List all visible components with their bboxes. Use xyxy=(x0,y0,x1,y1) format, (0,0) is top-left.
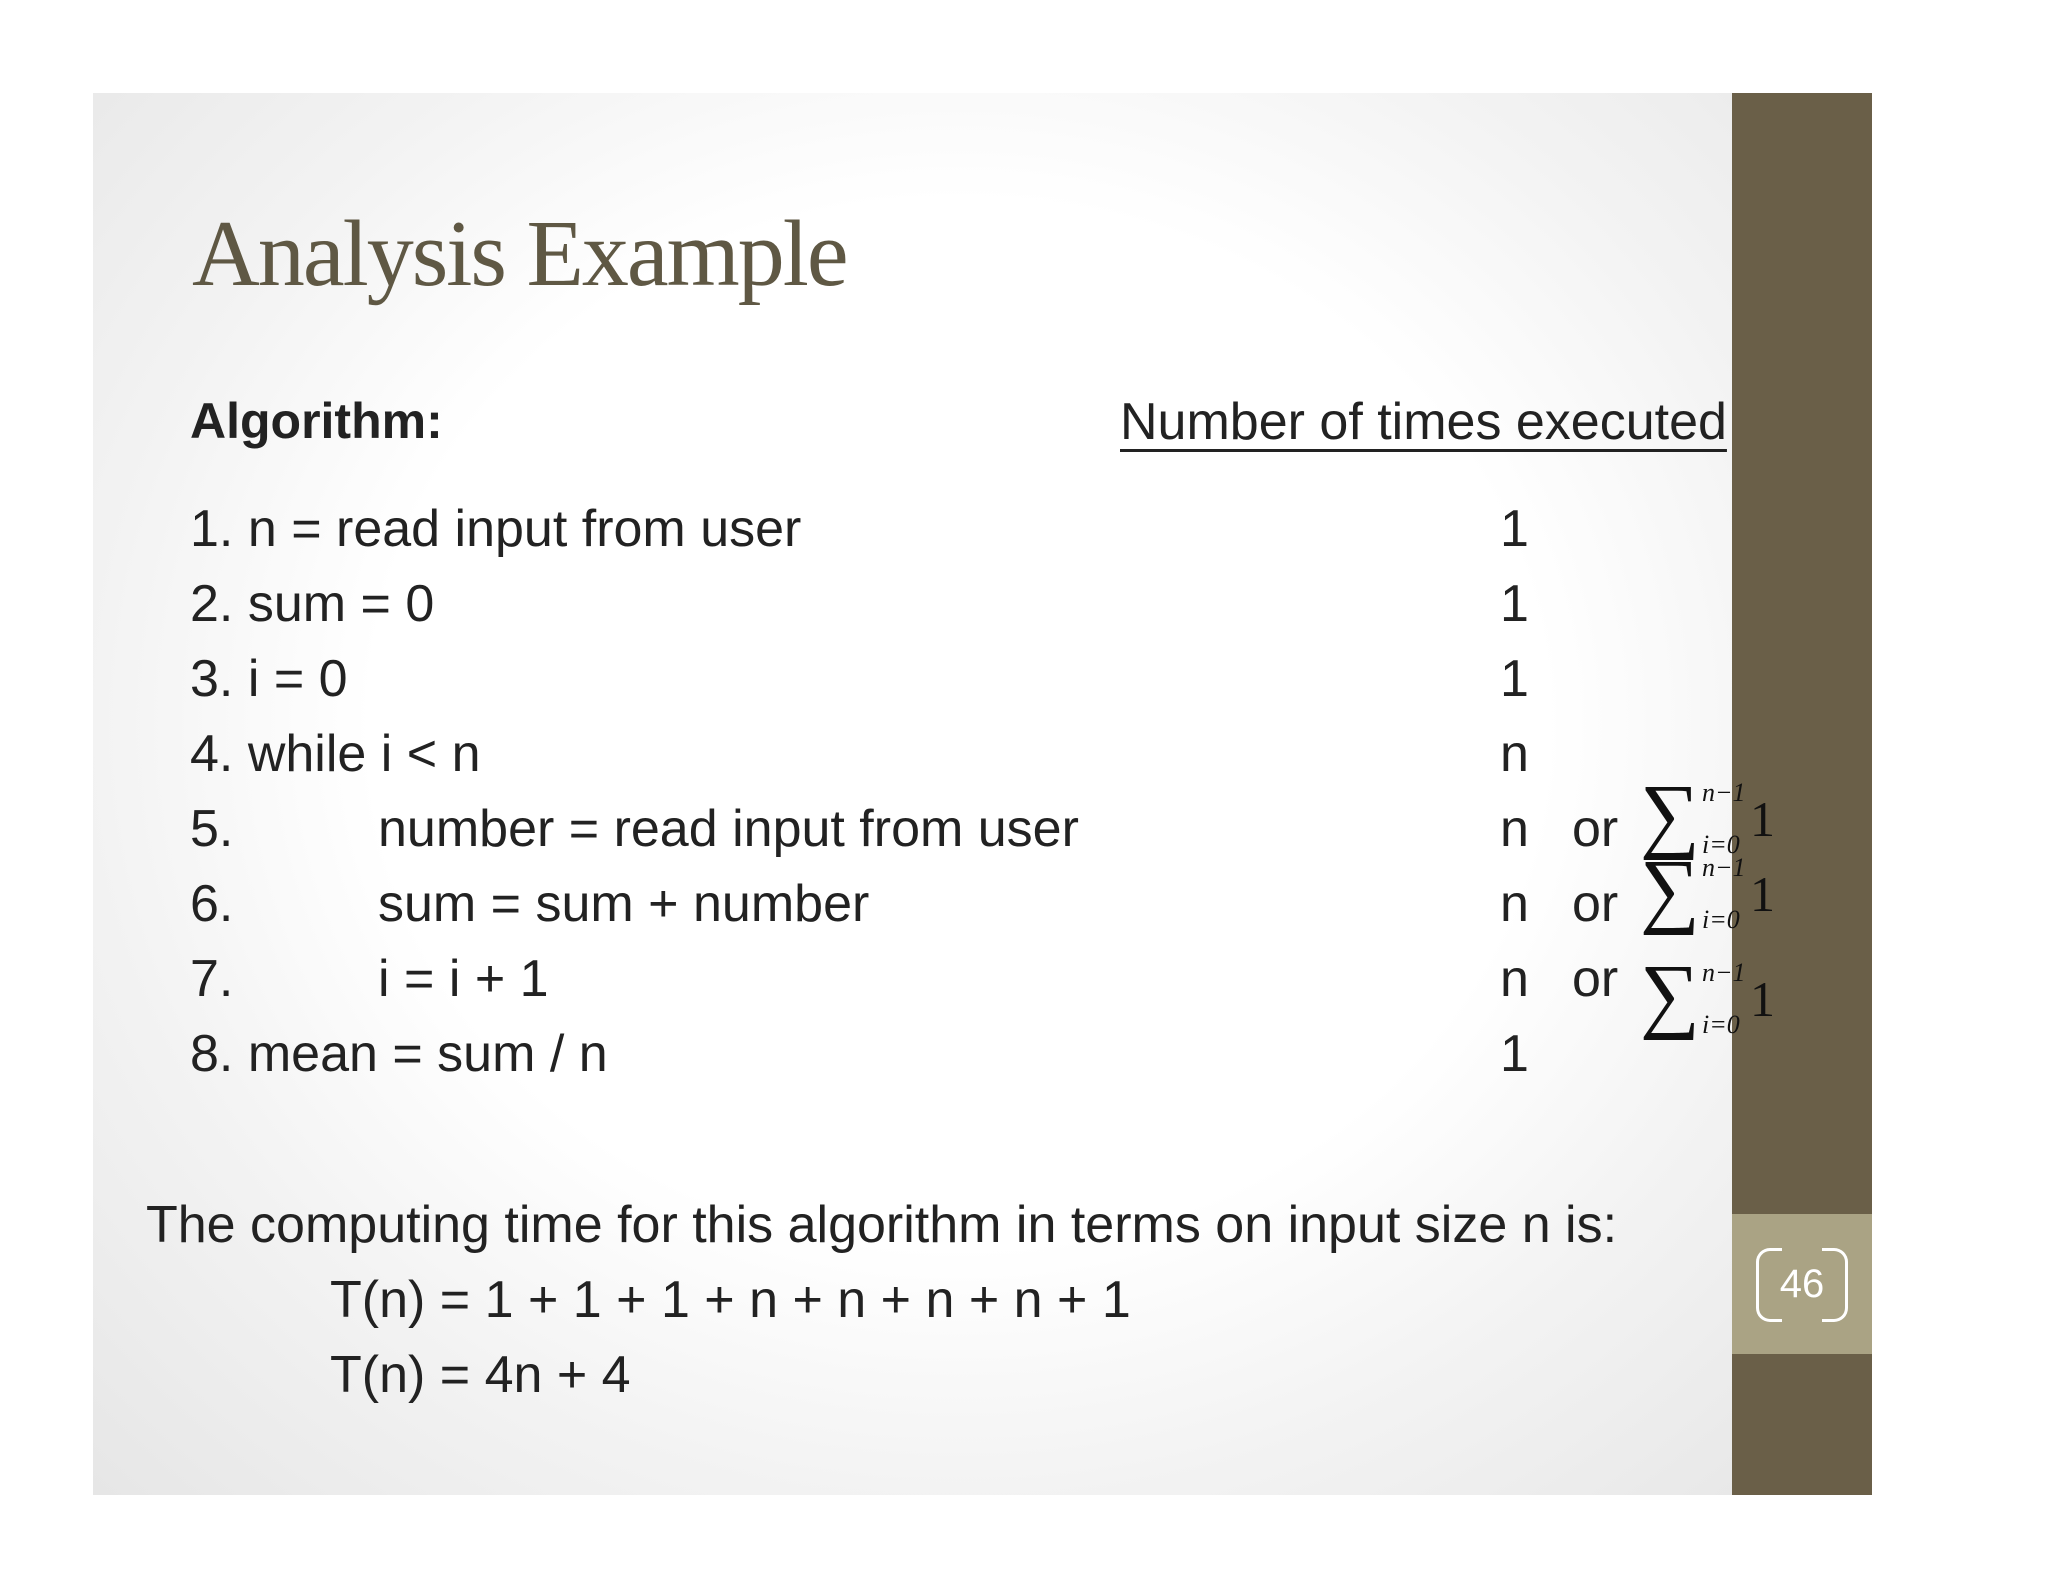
step-6-summation xyxy=(1640,843,1780,941)
sum-body: 1 xyxy=(1750,971,1775,1027)
equation-expanded: T(n) = 1 + 1 + 1 + n + n + n + n + 1 xyxy=(330,1271,1131,1329)
step-code: i = i + 1 xyxy=(378,950,549,1008)
step-1-count: 1 xyxy=(1500,500,1529,558)
step-1 xyxy=(190,492,801,567)
sigma-icon: ∑ xyxy=(1640,948,1700,1041)
step-8-count: 1 xyxy=(1500,1025,1529,1083)
step-code: sum = 0 xyxy=(247,575,435,633)
step-code: sum = sum + number xyxy=(378,875,870,933)
sum-upper-limit: n−1 xyxy=(1702,778,1746,807)
step-code: number = read input from user xyxy=(378,800,1079,858)
step-8 xyxy=(190,1017,608,1092)
sum-body: 1 xyxy=(1750,866,1775,922)
step-code: mean = sum / n xyxy=(247,1025,608,1083)
step-7-count: n xyxy=(1500,950,1529,1008)
slide-title: Analysis Example xyxy=(192,202,847,306)
sum-upper-limit: n−1 xyxy=(1702,958,1746,987)
step-3-count: 1 xyxy=(1500,650,1529,708)
step-number: 1. xyxy=(190,500,234,558)
step-5-count: n xyxy=(1500,800,1529,858)
step-4 xyxy=(190,717,481,792)
sum-body: 1 xyxy=(1750,791,1775,847)
step-6-or: or xyxy=(1572,875,1619,933)
sum-upper-limit: n−1 xyxy=(1702,853,1746,882)
step-number: 7. xyxy=(190,950,234,1008)
page-number-badge xyxy=(1732,1214,1872,1354)
step-number: 4. xyxy=(190,725,234,783)
sum-lower-limit: i=0 xyxy=(1702,830,1740,859)
step-5-or: or xyxy=(1572,800,1619,858)
step-6 xyxy=(190,867,870,942)
step-7-summation xyxy=(1640,948,1780,1046)
step-3 xyxy=(190,642,348,717)
conclusion-text: The computing time for this algorithm in terms on input size n is: xyxy=(146,1196,1618,1254)
page-number: 46 xyxy=(1779,1262,1825,1306)
step-number: 5. xyxy=(190,800,234,858)
step-5 xyxy=(190,792,1079,867)
executed-heading: Number of times executed xyxy=(1120,393,1727,451)
step-4-count: n xyxy=(1500,725,1529,783)
step-code: i = 0 xyxy=(247,650,348,708)
sigma-icon: ∑ xyxy=(1640,768,1700,861)
sum-lower-limit: i=0 xyxy=(1702,905,1740,934)
step-7-or: or xyxy=(1572,950,1619,1008)
step-2 xyxy=(190,567,434,642)
step-number: 6. xyxy=(190,875,234,933)
step-code: while i < n xyxy=(247,725,481,783)
step-2-count: 1 xyxy=(1500,575,1529,633)
sum-lower-limit: i=0 xyxy=(1702,1010,1740,1039)
step-number: 8. xyxy=(190,1025,234,1083)
step-7 xyxy=(190,942,549,1017)
step-6-count: n xyxy=(1500,875,1529,933)
step-number: 3. xyxy=(190,650,234,708)
algorithm-heading: Algorithm: xyxy=(190,393,443,449)
equation-simplified: T(n) = 4n + 4 xyxy=(330,1346,631,1404)
step-number: 2. xyxy=(190,575,234,633)
sigma-icon: ∑ xyxy=(1640,843,1700,936)
step-code: n = read input from user xyxy=(247,500,802,558)
